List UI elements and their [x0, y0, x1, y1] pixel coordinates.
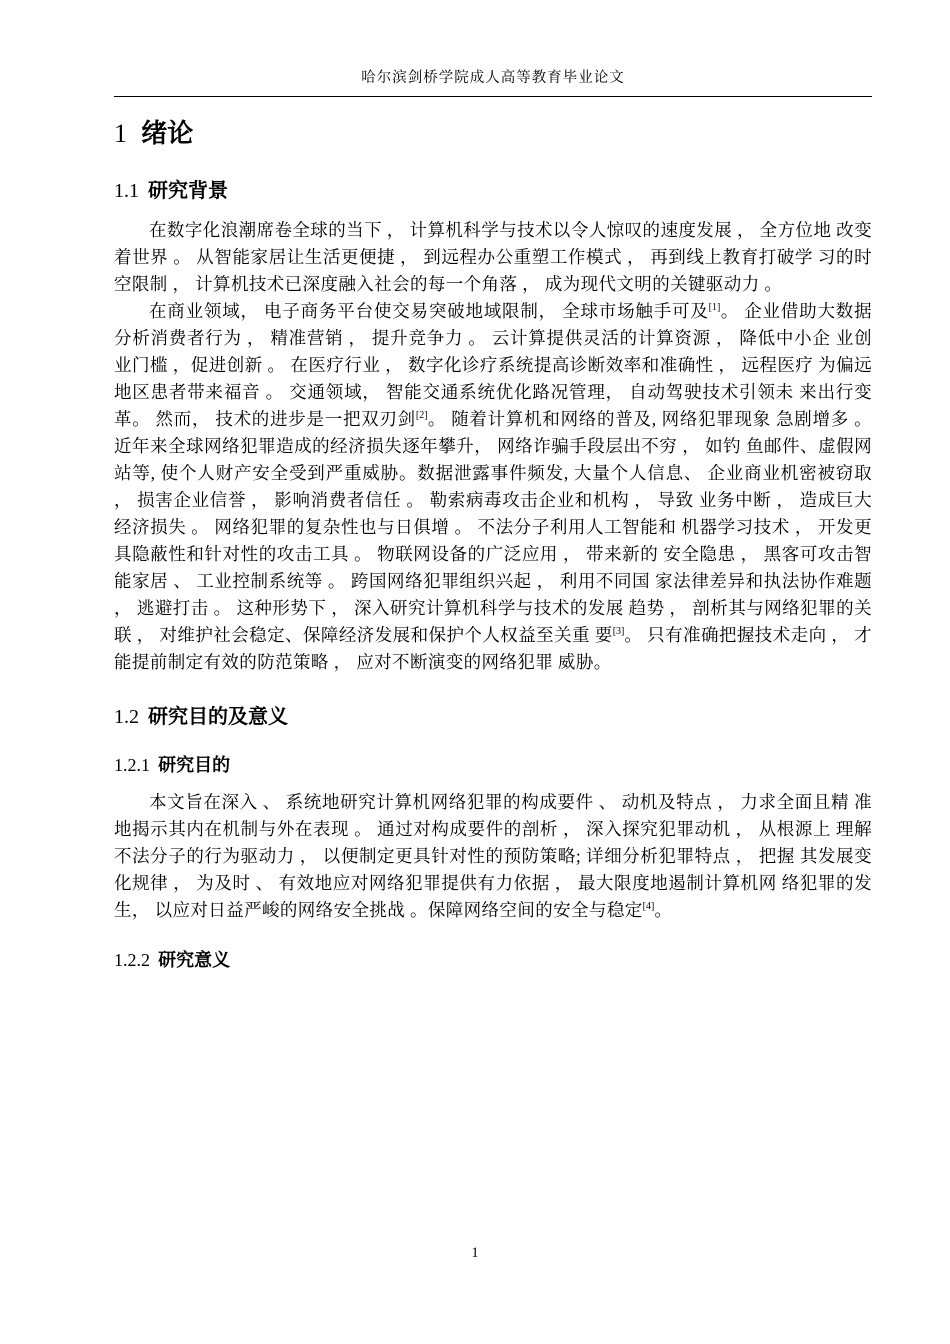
- page-footer: [0, 1245, 950, 1262]
- paragraph-research-purpose: [114, 789, 872, 924]
- paragraph-text-run: 本文旨在深入 、 系统地研究计算机网络犯罪的构成要件 、 动机及特点 ， 力求全面且精 准地揭示其内在机制与外在表现 。 通过对构成要件的剖析 ， 深入探究犯罪动机 ， 从根源上 理解不法分子的行为驱动力 ， 以便制定更具针对性的预防策略; 详细分析犯罪特点 ， 把握 其发展变化规律 ， 为及时 、 有效地应对网络犯罪提供有力依据 ， 最大限度地遏制计算机网 络犯罪的发生， 以应对日益严峻的网络安全挑战 。保障网络空间的安全与稳定: [114, 792, 872, 920]
- subsection-1-2-1-number: 1.2.1: [114, 755, 150, 775]
- citation-reference: [4]: [642, 901, 655, 913]
- paragraph-text-run: 在商业领域， 电子商务平台使交易突破地域限制， 全球市场触手可及: [149, 301, 709, 321]
- paragraph-text-run: 。: [654, 900, 673, 920]
- paragraph-research-background-2: [114, 298, 872, 676]
- section-heading-1-1: [114, 174, 872, 203]
- subsection-1-2-2-title: 研究意义: [158, 950, 231, 970]
- section-1-2-number: 1.2: [114, 706, 139, 728]
- page-header: [114, 66, 872, 96]
- paragraph-text-run: 。 随着计算机和网络的普及, 网络犯罪现象 急剧增多 。 近年来全球网络犯罪造成的经济损失逐年攀升， 网络诈骗手段层出不穷 ， 如钓 鱼邮件、虚假网站等, 使个人财产安全受到严重威胁。数据泄露事件频发, 大量个人信息、 企业商业机密被窃取 ， 损害企业信誉 ， 影响消费者信任 。 勒索病毒攻击企业和机构 ， 导致 业务中断 ， 造成巨大经济损失 。 网络犯罪的复杂性也与日俱增 。 不法分子利用人工智能和 机器学习技术 ， 开发更具隐蔽性和针对性的攻击工具 。 物联网设备的广泛应用 ， 带来新的 安全隐患 ， 黑客可攻击智能家居 、 工业控制系统等 。 跨国网络犯罪组织兴起 ， 利用不同国 家法律差异和执法协作难题 ， 逃避打击 。 这种形势下 ， 深入研究计算机科学与技术的发展 趋势 ， 剖析其与网络犯罪的关联 ， 对维护社会稳定、保障经济发展和保护个人权益至关重 要: [114, 409, 872, 645]
- section-1-1-number: 1.1: [114, 180, 139, 202]
- section-heading-1-2: [114, 700, 872, 729]
- paragraph-research-background-1: [114, 217, 872, 298]
- section-1-1-title: 研究背景: [148, 180, 228, 202]
- paragraph-text-run: 。 企业借助大数据分析消费者行为 ， 精准营销 ， 提升竞争力 。 云计算提供灵活的计算资源 ， 降低中小企 业创业门槛 ，促进创新 。 在医疗行业 ， 数字化诊疗系统提高诊断效率和准确性 ， 远程医疗 为偏远地区患者带来福音 。 交通领域， 智能交通系统优化路况管理， 自动驾驶技术引领未 来出行变革。 然而， 技术的进步是一把双刃剑: [114, 301, 872, 429]
- citation-reference: [3]: [612, 626, 625, 638]
- subsection-1-2-2-number: 1.2.2: [114, 950, 150, 970]
- subsection-1-2-1-title: 研究目的: [158, 755, 231, 775]
- header-title: 哈尔滨剑桥学院成人高等教育毕业论文: [361, 70, 625, 86]
- chapter-title: 绪论: [141, 118, 194, 148]
- chapter-number: 1: [114, 119, 127, 148]
- chapter-heading: [114, 113, 872, 150]
- subsection-heading-1-2-2: [114, 946, 872, 972]
- citation-reference: [2]: [415, 410, 428, 422]
- section-1-2-title: 研究目的及意义: [148, 706, 288, 728]
- citation-reference: [1]: [708, 302, 721, 314]
- page-number: 1: [471, 1245, 479, 1261]
- header-rule: [114, 96, 872, 97]
- subsection-heading-1-2-1: [114, 751, 872, 777]
- paragraph-text-run: 在数字化浪潮席卷全球的当下 ， 计算机科学与技术以令人惊叹的速度发展 ， 全方位地 改变着世界 。 从智能家居让生活更便捷 ， 到远程办公重塑工作模式 ， 再到线上教育打破学 习的时空限制 ， 计算机技术已深度融入社会的每一个角落 ， 成为现代文明的关键驱动力 。: [114, 220, 872, 294]
- paragraph-text-run: 。 只有准确把握技术走向 ， 才能提前制定有效的防范策略 ， 应对不断演变的网络犯罪 威胁。: [114, 625, 872, 672]
